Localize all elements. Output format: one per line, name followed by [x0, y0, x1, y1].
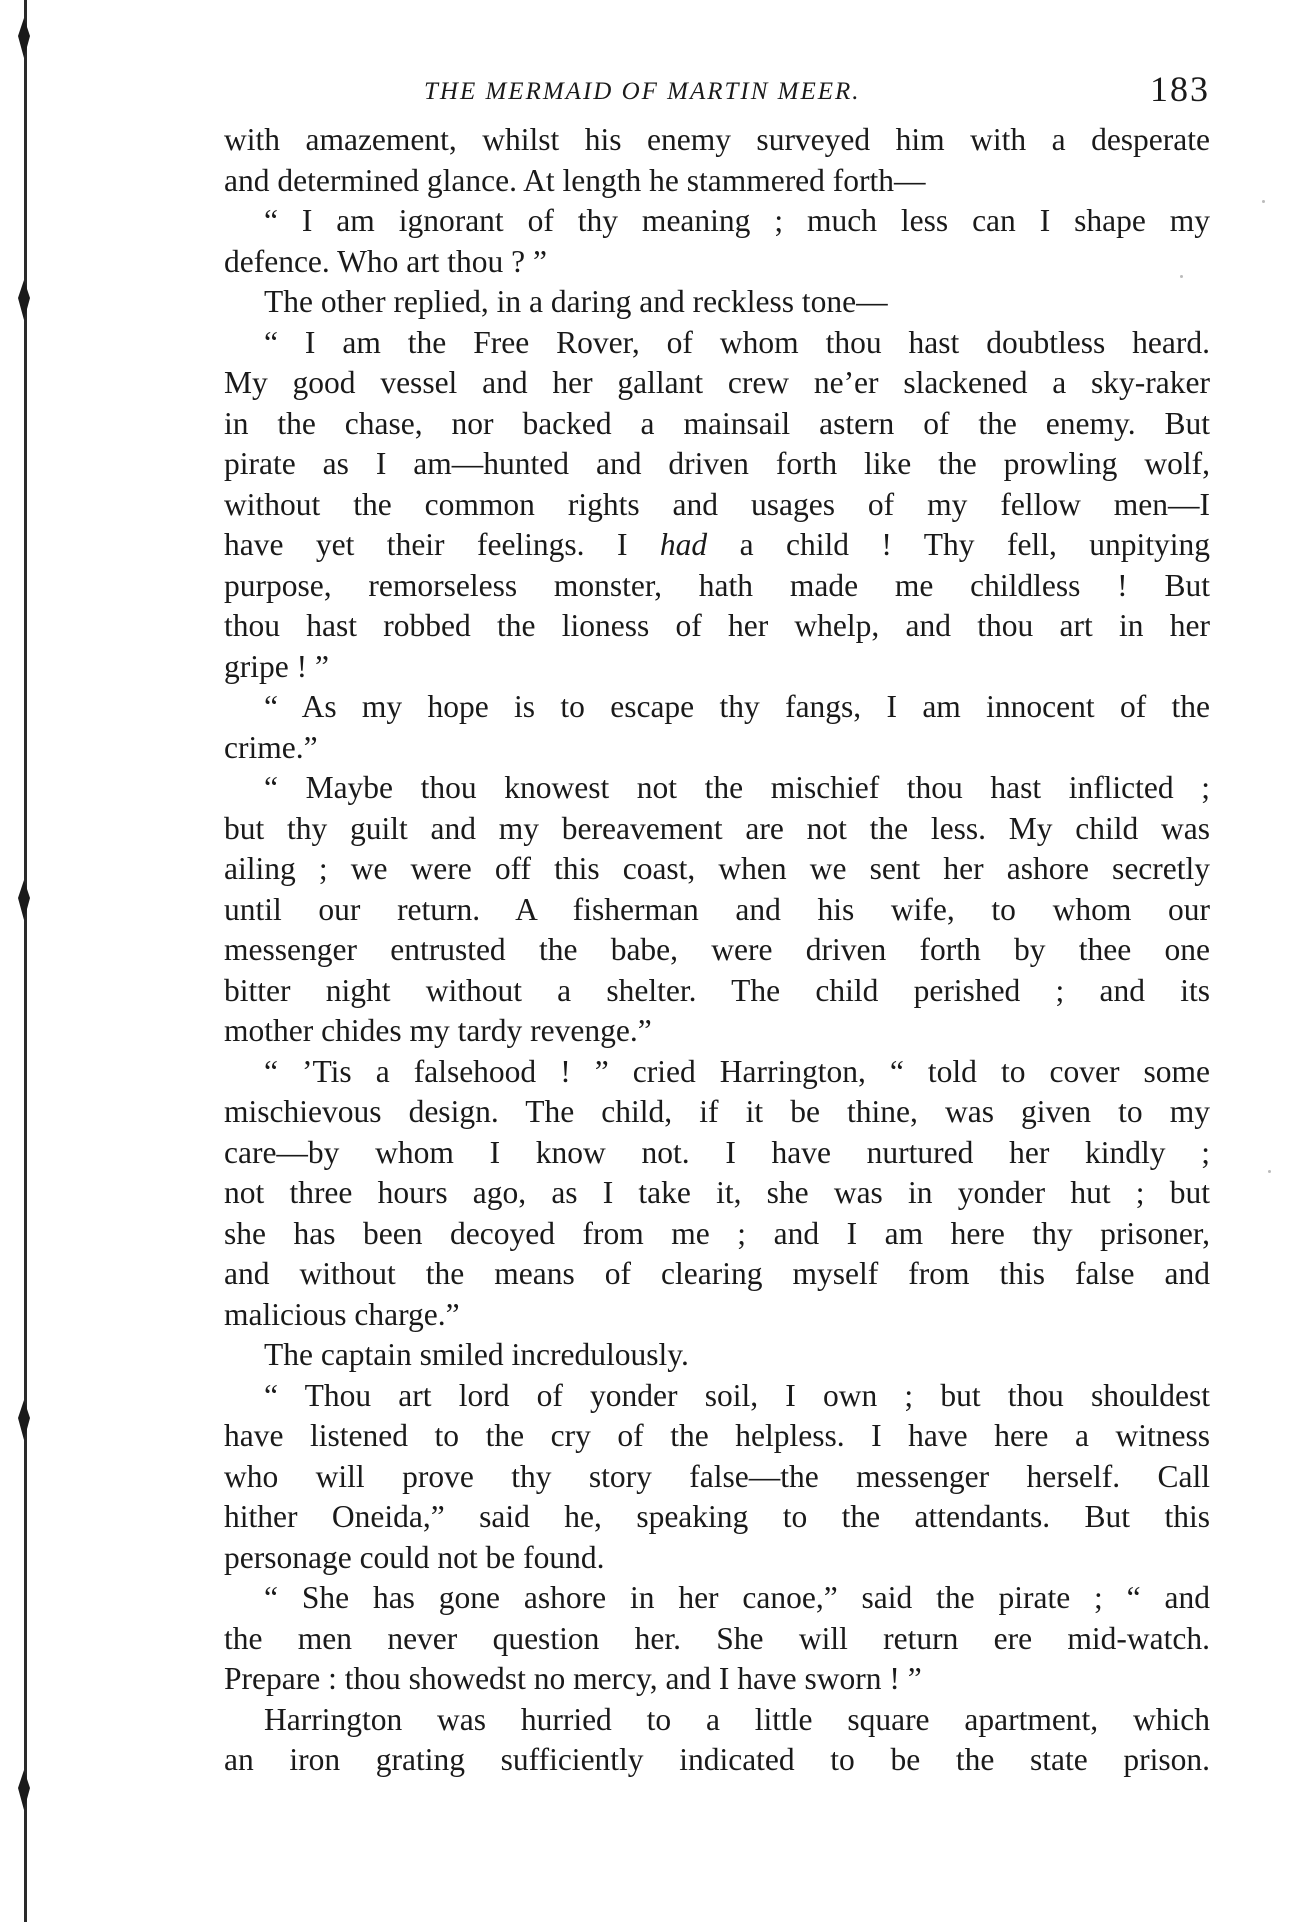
text-line: hither Oneida,” said he, speaking to the attendants. But this	[224, 1499, 1210, 1534]
text-line: gripe ! ”	[224, 648, 329, 684]
text-line: “ As my hope is to escape thy fangs, I am innocent of the	[264, 689, 1210, 724]
paper-speck	[1268, 1170, 1271, 1173]
text-line: The captain smiled incredulously.	[264, 1337, 689, 1372]
text-line: ailing ; we were off this coast, when we sent her ashore secretly	[224, 851, 1210, 886]
text-line: not three hours ago, as I take it, she was in yonder hut ; but	[224, 1175, 1210, 1210]
text-line: Prepare : thou showedst no mercy, and I have sworn ! ”	[224, 1661, 922, 1696]
text-line: have yet their feelings. I had a child ! Thy fell, unpitying	[224, 527, 1211, 562]
paper-speck	[1262, 200, 1265, 203]
binding-notch-mark	[16, 880, 32, 920]
book-page	[224, 68, 1210, 1781]
text-line: pirate as I am—hunted and driven forth like the prowling wolf,	[224, 446, 1210, 481]
binding-notch-mark	[16, 1400, 32, 1440]
text-line: in the chase, nor backed a mainsail astern of the enemy. But	[224, 405, 1210, 441]
text-line: “ Maybe thou knowest not the mischief thou hast inflicted ;	[264, 770, 1210, 805]
text-line: until our return. A fisherman and his wife, to whom our	[224, 891, 1210, 927]
running-title: THE MERMAID OF MARTIN MEER.	[424, 78, 861, 105]
text-line: the men never question her. She will return ere mid-watch.	[224, 1620, 1210, 1656]
text-line: defence. Who art thou ? ”	[224, 243, 548, 279]
text-line: an iron grating sufficiently indicated to be the state prison.	[224, 1742, 1210, 1777]
text-line: “ She has gone ashore in her canoe,” said the pirate ; “ and	[264, 1580, 1210, 1615]
text-line: My good vessel and her gallant crew ne’er slackened a sky-raker	[224, 365, 1210, 400]
text-line: have listened to the cry of the helpless. I have here a witness	[224, 1418, 1210, 1453]
emphasized-word: had	[659, 527, 708, 562]
text-line: “ Thou art lord of yonder soil, I own ; but thou shouldest	[264, 1377, 1210, 1413]
text-line: purpose, remorseless monster, hath made me childless ! But	[224, 567, 1210, 603]
text-line: mischievous design. The child, if it be thine, was given to my	[224, 1094, 1210, 1129]
text-line: with amazement, whilst his enemy surveyed him with a desperate	[224, 122, 1210, 157]
text-line: crime.”	[224, 729, 318, 765]
text-line: and determined glance. At length he stammered forth—	[224, 162, 926, 198]
text-line: personage could not be found.	[224, 1539, 605, 1575]
binding-notch-mark	[16, 18, 32, 58]
binding-notch-mark	[16, 280, 32, 320]
text-line: thou hast robbed the lioness of her whelp, and thou art in her	[224, 608, 1210, 643]
text-line: The other replied, in a daring and reckless tone—	[264, 284, 888, 319]
text-line: but thy guilt and my bereavement are not the less. My child was	[224, 810, 1210, 846]
text-line: who will prove thy story false—the messenger herself. Call	[224, 1458, 1210, 1494]
text-line: Harrington was hurried to a little square apartment, which	[264, 1701, 1210, 1737]
text-line: “ ’Tis a falsehood ! ” cried Harrington, “ told to cover some	[264, 1053, 1210, 1089]
text-line: “ I am ignorant of thy meaning ; much less can I shape my	[264, 203, 1210, 238]
text-line: bitter night without a shelter. The child perished ; and its	[224, 972, 1210, 1008]
text-line: mother chides my tardy revenge.”	[224, 1013, 652, 1048]
binding-notch-mark	[16, 1770, 32, 1810]
text-line: malicious charge.”	[224, 1296, 460, 1332]
text-line: messenger entrusted the babe, were driven forth by thee one	[224, 932, 1210, 967]
text-line: without the common rights and usages of my fellow men—I	[224, 486, 1210, 522]
text-line: and without the means of clearing myself from this false and	[224, 1256, 1210, 1291]
text-line: she has been decoyed from me ; and I am here thy prisoner,	[224, 1215, 1210, 1251]
page-number: 183	[1150, 69, 1210, 109]
text-line: “ I am the Free Rover, of whom thou hast doubtless heard.	[264, 324, 1210, 360]
text-line: care—by whom I know not. I have nurtured her kindly ;	[224, 1134, 1210, 1170]
page-header	[224, 68, 1210, 114]
body-text	[224, 120, 1210, 1781]
